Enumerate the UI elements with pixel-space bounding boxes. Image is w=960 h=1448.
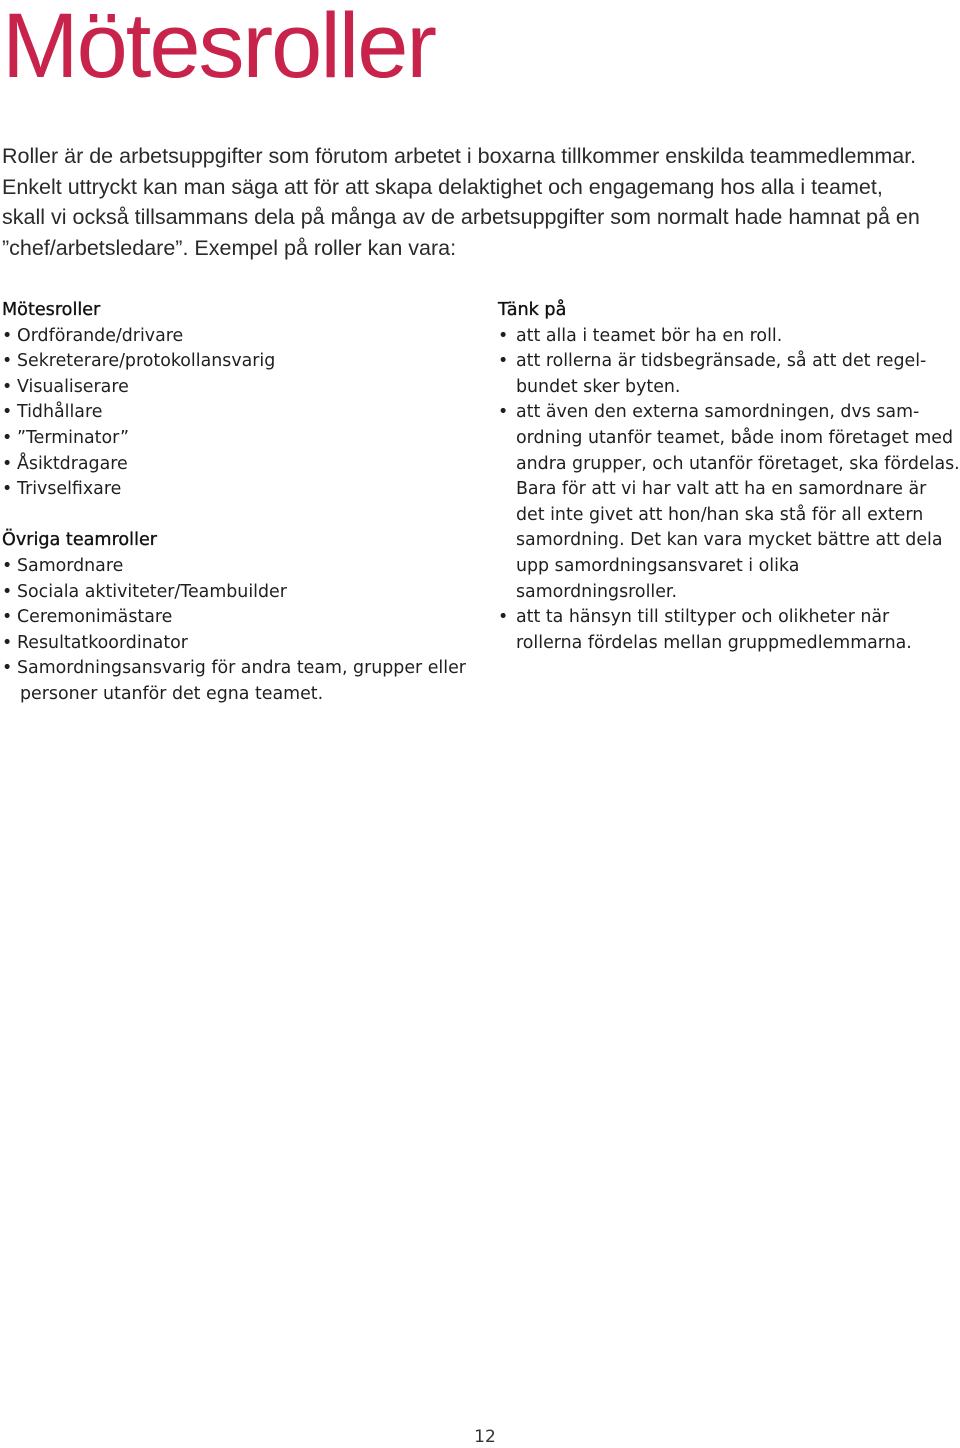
list-item-line: personer utanför det egna teamet. [20,683,324,704]
list-item: • att ta hänsyn till stiltyper och olikheter när rollerna fördelas mellan gruppmedlemmarna. [498,605,960,656]
left-column [2,298,482,708]
right-column [498,298,960,656]
list-item: • Åsiktdragare [2,452,482,478]
other-roles-heading: Övriga teamroller [2,530,158,551]
tips-heading: Tänk på [498,300,567,320]
list-item: • Visualiserare [2,375,482,401]
list-item: • Resultatkoordinator [2,631,482,657]
list-item: • att alla i teamet bör ha en roll. [498,324,960,350]
meeting-roles-heading: Mötesroller [2,300,101,320]
list-item: • Sociala aktiviteter/Teambuilder [2,580,482,606]
list-item: • Ceremonimästare [2,605,482,631]
list-item: • ”Terminator” [2,426,482,452]
page-title: Mötesroller [2,0,436,97]
page-number: 12 [474,1427,496,1447]
intro-paragraph: Roller är de arbetsuppgifter som förutom arbetet i boxarna tillkommer enskilda teammedlemmar. Enkelt uttryckt kan man säga att för att skapa delaktighet och engagemang hos alla i teamet, skall vi också tillsammans dela på många av de arbetsuppgifter som normalt hade hamnat på en ”chef/arbetsledare”. Exempel på roller kan vara: [2,144,920,260]
other-roles-list [2,554,482,708]
list-item: • Trivselfixare [2,477,482,503]
list-item: • Samordnare [2,554,482,580]
tips-list [498,324,960,657]
list-item: • Ordförande/drivare [2,324,482,350]
list-item [2,656,482,707]
list-item: • att även den externa samordningen, dvs samordning utanför teamet, både inom företaget med andra grupper, och utanför företaget, ska fördelas. Bara för att vi har valt att ha en samordnare är det inte givet att hon/han ska stå för all extern samordning. Det kan vara mycket bättre att dela upp samordningsansvaret i olika samordningsroller. [498,400,960,605]
list-item: • Tidhållare [2,400,482,426]
list-item: • Sekreterare/protokollansvarig [2,349,482,375]
meeting-roles-list [2,324,482,503]
list-item-line: Samordningsansvarig för andra team, grupper eller [17,658,466,679]
section-spacer [2,503,482,529]
list-item: • att rollerna är tidsbegränsade, så att det regelbundet sker byten. [498,349,960,400]
